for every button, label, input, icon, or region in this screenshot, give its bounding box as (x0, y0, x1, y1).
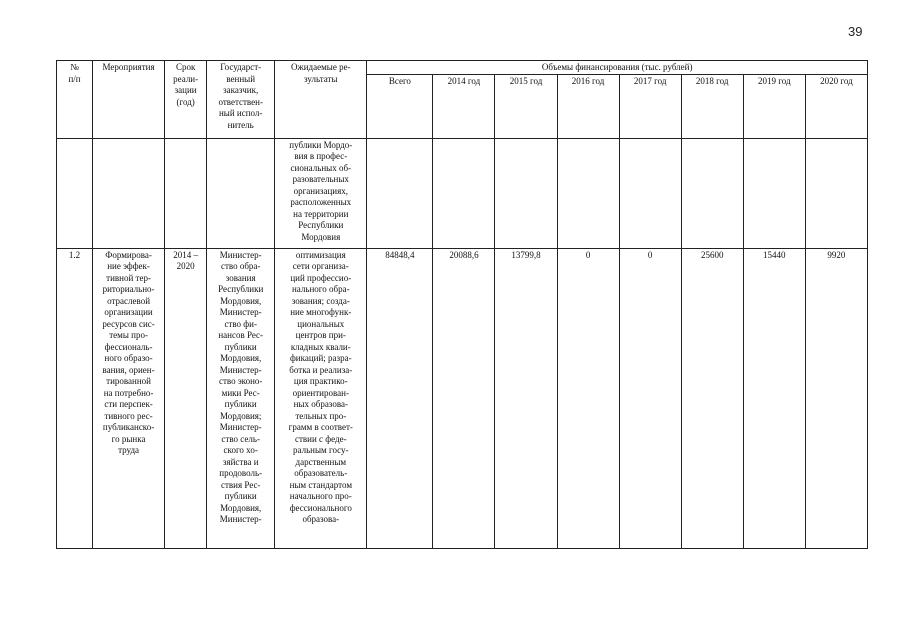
header-expected-results: Ожидаемые ре- зультаты (275, 61, 367, 139)
cell-item-measure: Формирова- ние эффек- тивной тер- риториально- отраслевой организации ресурсов сис- темы про- фессиональ- ного образо- вания, ориен- тированной на потребно- сти перспек- тивного рес- публиканско- го рынка труда (93, 248, 165, 548)
header-number: № п/п (57, 61, 93, 139)
cell-item-2019: 15440 (743, 248, 805, 548)
cell-expected-continuation: публики Мордо- вия в профес- сиональных об- разовательных организациях, расположенных на территории Республики Мордовия (275, 138, 367, 248)
header-customer: Государст- венный заказчик, ответствен- ный испол- нитель (207, 61, 275, 139)
header-funding-volumes: Объемы финансирования (тыс. рублей) (367, 61, 868, 75)
header-year-2017: 2017 год (619, 74, 681, 138)
header-term: Срок реали- зации (год) (165, 61, 207, 139)
table-row-continuation (57, 138, 868, 248)
cell-empty (681, 138, 743, 248)
header-year-2015: 2015 год (495, 74, 557, 138)
cell-item-2020: 9920 (805, 248, 867, 548)
cell-empty (619, 138, 681, 248)
header-year-2018: 2018 год (681, 74, 743, 138)
cell-item-total: 84848,4 (367, 248, 433, 548)
cell-empty (57, 138, 93, 248)
header-total: Всего (367, 74, 433, 138)
cell-empty (743, 138, 805, 248)
cell-empty (367, 138, 433, 248)
table-row-item (57, 248, 868, 548)
cell-item-number: 1.2 (57, 248, 93, 548)
header-year-2016: 2016 год (557, 74, 619, 138)
cell-item-term: 2014 – 2020 (165, 248, 207, 548)
cell-empty (165, 138, 207, 248)
cell-empty (207, 138, 275, 248)
cell-item-2017: 0 (619, 248, 681, 548)
funding-table (56, 60, 868, 549)
cell-item-expected: оптимизация сети организа- ций профессио- нального обра- зования; созда- ние многофунк- циональных центров при- кладных квали- фикаций; разра- ботка и реализа- ция практико- ориентирован- ных образова- тельных про- грамм в соответ- ствии с феде- ральным госу- дарственным образователь- ным стандартом начального про- фессионального образова- (275, 248, 367, 548)
page-number: 39 (848, 24, 863, 39)
cell-empty (557, 138, 619, 248)
header-year-2020: 2020 год (805, 74, 867, 138)
cell-item-2018: 25600 (681, 248, 743, 548)
header-year-2019: 2019 год (743, 74, 805, 138)
cell-item-2015: 13799,8 (495, 248, 557, 548)
header-measures: Мероприятия (93, 61, 165, 139)
header-year-2014: 2014 год (433, 74, 495, 138)
cell-item-2016: 0 (557, 248, 619, 548)
cell-empty (805, 138, 867, 248)
header-row-top (57, 61, 868, 75)
cell-item-customer: Министер- ство обра- зования Республики Мордовия, Министер- ство фи- нансов Рес- публики Мордовия, Министер- ство эконо- мики Рес- публики Мордовия; Министер- ство сель- ского хо- зяйства и продоволь- ствия Рес- публики Мордовия, Министер- (207, 248, 275, 548)
cell-empty (495, 138, 557, 248)
cell-empty (93, 138, 165, 248)
cell-item-2014: 20088,6 (433, 248, 495, 548)
cell-empty (433, 138, 495, 248)
